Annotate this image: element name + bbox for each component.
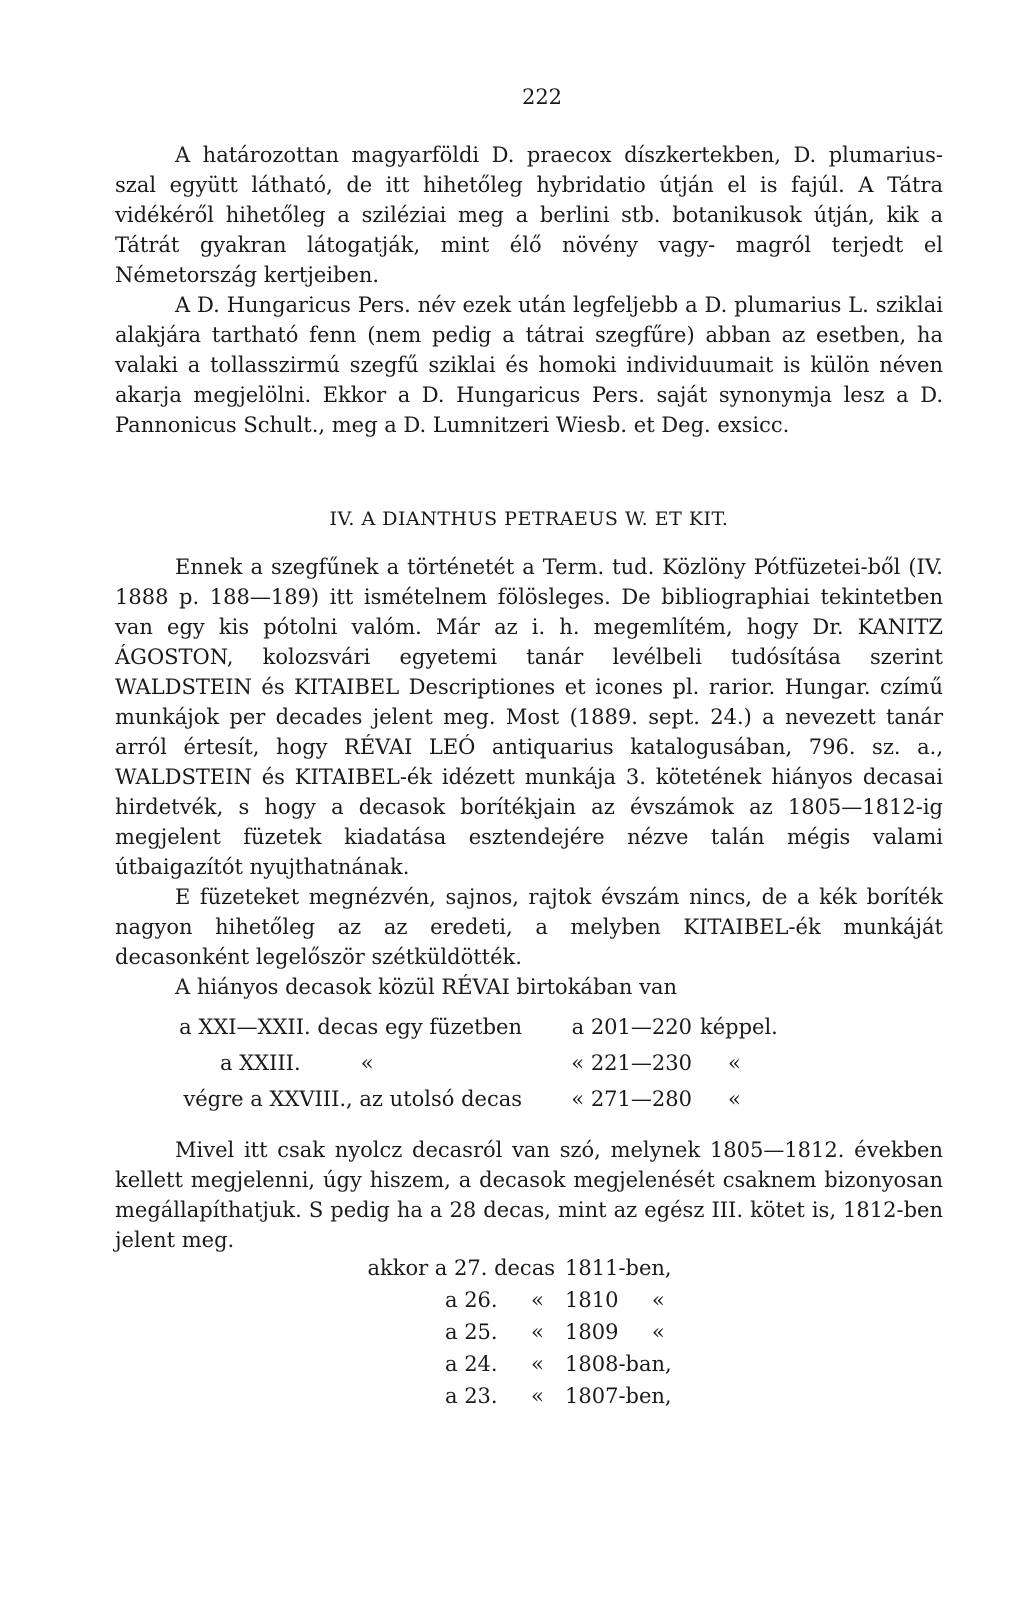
table-row [115, 1381, 943, 1413]
table-cell: « 221—230 [571, 1051, 692, 1075]
table-row [115, 1012, 943, 1048]
table-cell: 1807-ben, [565, 1384, 672, 1408]
table-cell: a 201—220 [571, 1015, 692, 1039]
table-cell: a 23. « [445, 1384, 544, 1408]
conclusion [115, 1135, 943, 1255]
table-cell: a 26. « [445, 1288, 544, 1312]
paragraph-6: Mivel itt csak nyolcz decasról van szó, melynek 1805—1812. években kellett megjelenni, úgy hiszem, a decasok megjelenését csaknem bizonyosan megállapíthatjuk. S pedig ha a 28 decas, mint az egész III. kötet is, 1812-ben jelent meg. [115, 1138, 943, 1252]
table-cell: a XXI—XXII. decas egy füzetben [179, 1015, 522, 1039]
section-body [115, 552, 943, 1002]
table-cell: 1810 « [565, 1288, 665, 1312]
main-text [115, 140, 943, 440]
table-cell: « [728, 1087, 741, 1111]
table-row [115, 1285, 943, 1317]
table-cell: 1808-ban, [565, 1352, 672, 1376]
section-heading-wrap [115, 504, 943, 534]
table-row [115, 1048, 943, 1084]
table-cell: képpel. [700, 1015, 778, 1039]
table-cell: végre a XXVIII., az utolsó decas [183, 1087, 522, 1111]
section-heading: IV. A DIANTHUS PETRAEUS W. ET KIT. [329, 508, 729, 530]
decas-table-2 [115, 1253, 943, 1413]
table-cell: a 24. « [445, 1352, 544, 1376]
table-cell: a XXIII. « [220, 1051, 374, 1075]
decas-table-1 [115, 1012, 943, 1120]
table-cell: 1809 « [565, 1320, 665, 1344]
page-number: 222 [521, 85, 563, 109]
paragraph-2: A D. Hungaricus Pers. név ezek után legfeljebb a D. plumarius L. sziklai alakjára tartható fenn (nem pedig a tátrai szegfűre) abban az esetben, ha valaki a tollasszirmú szegfű sziklai és homoki individuumait is külön néven akarja megjelölni. Ekkor a D. Hungaricus Pers. saját synonymja lesz a D. Pannonicus Schult., meg a D. Lumnitzeri Wiesb. et Deg. exsicc. [115, 293, 943, 437]
table-row [115, 1253, 943, 1285]
table-cell: « [728, 1051, 741, 1075]
table-row [115, 1349, 943, 1381]
paragraph-3: Ennek a szegfűnek a történetét a Term. tud. Közlöny Pótfüzetei-ből (IV. 1888 p. 188—189) itt ismételnem fölösleges. De bibliographiai tekintetben van egy kis pótolni valóm. Már az i. h. megemlítém, hogy Dr. KANITZ ÁGOSTON, kolozsvári egyetemi tanár levélbeli tudósítása szerint WALDSTEIN és KITAIBEL Descriptiones et icones pl. rarior. Hungar. czímű munkájok per decades jelent meg. Most (1889. sept. 24.) a nevezett tanár arról értesít, hogy RÉVAI LEÓ antiquarius katalogusában, 796. sz. a., WALDSTEIN és KITAIBEL-ék idézett munkája 3. kötetének hiányos decasai hirdetvék, s hogy a decasok borítékjain az évszámok az 1805—1812-ig megjelent füzetek kiadatása esztendejére nézve talán mégis valami útbaigazítót nyujthatnának. [115, 555, 943, 879]
table-cell: « 271—280 [571, 1087, 692, 1111]
paragraph-4: E füzeteket megnézvén, sajnos, rajtok évszám nincs, de a kék boríték nagyon hihetőleg az az eredeti, a melyben KITAIBEL-ék munkáját decasonként legelőször szétküldötték. [115, 885, 943, 969]
paragraph-1: A határozottan magyarföldi D. praecox díszkertekben, D. plumarius-szal együtt látható, de itt hihetőleg hybridatio útján el is fajúl. A Tátra vidékéről hihetőleg a sziléziai meg a berlini stb. botanikusok útján, kik a Tátrát gyakran látogatják, mint élő növény vagy- magról terjedt el Németország kertjeiben. [115, 143, 943, 287]
table-row [115, 1317, 943, 1349]
table-cell: 1811-ben, [565, 1256, 672, 1280]
table-cell: akkor a 27. decas [367, 1256, 555, 1280]
table-row [115, 1084, 943, 1120]
paragraph-5: A hiányos decasok közül RÉVAI birtokában van [175, 975, 678, 999]
table-cell: a 25. « [445, 1320, 544, 1344]
